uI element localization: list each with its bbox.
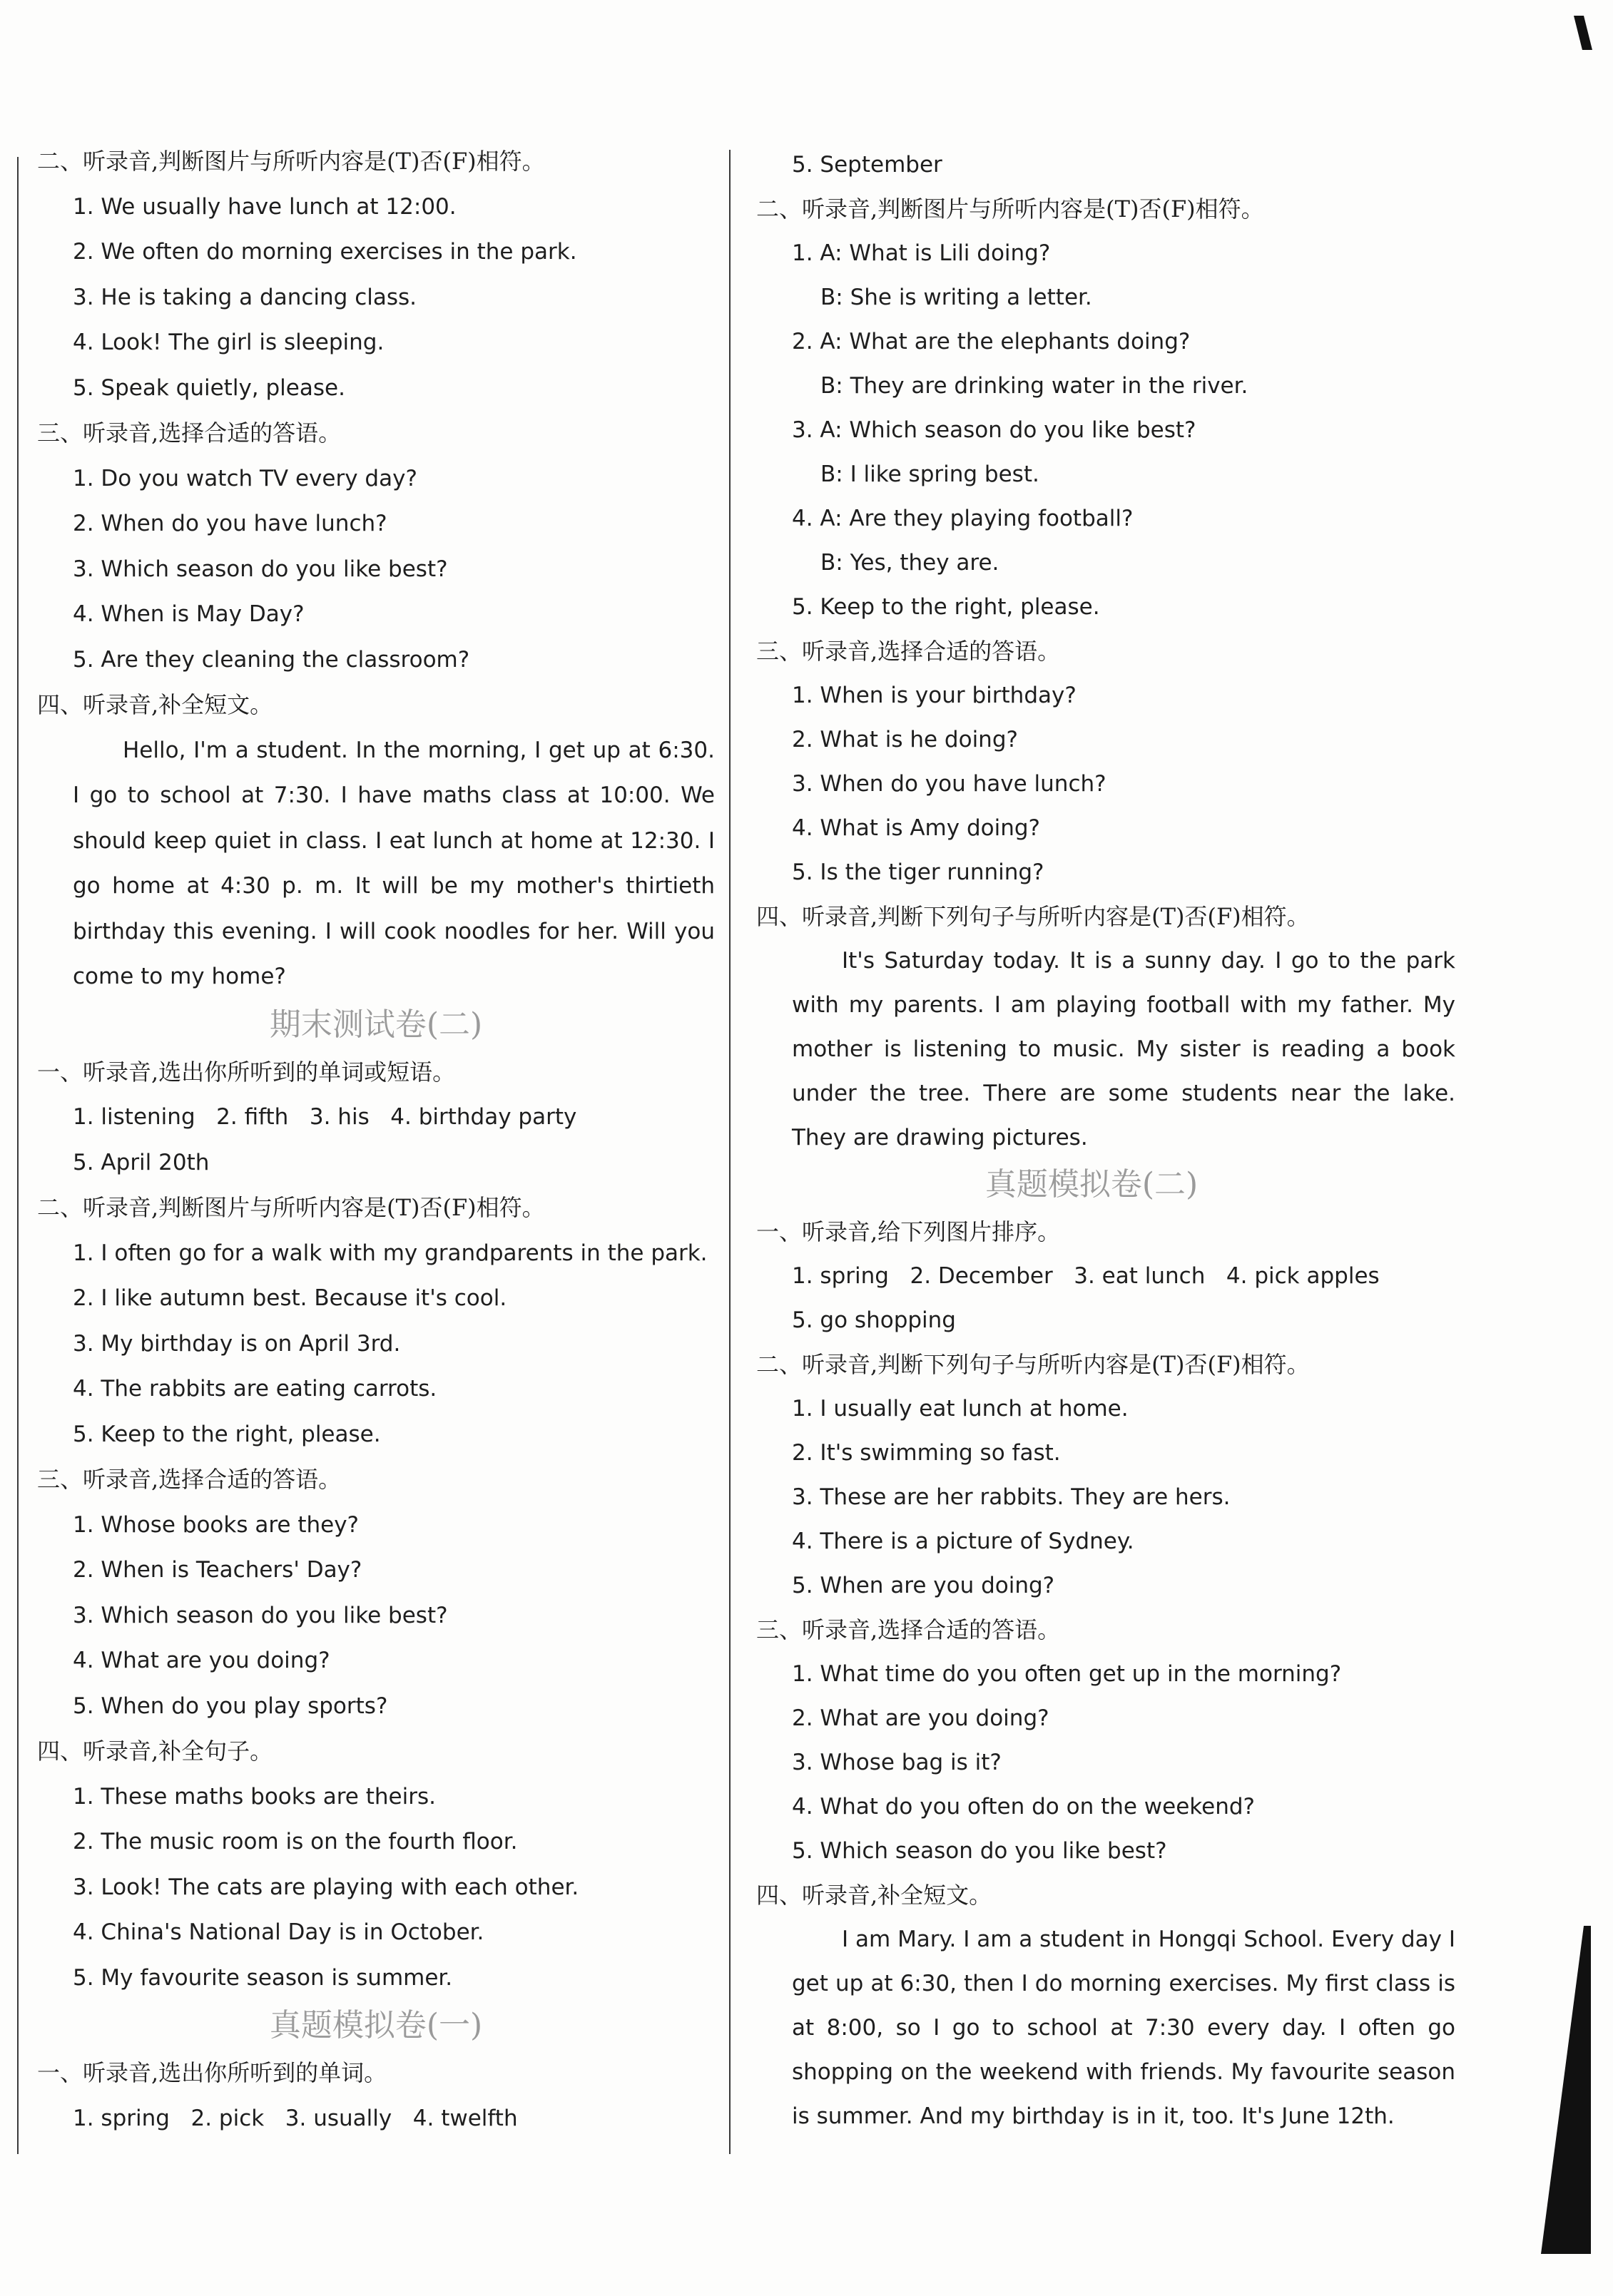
list-item: 3. Which season do you like best? [73, 1602, 448, 1628]
section-heading: 四、听录音,补全短文。 [37, 691, 273, 718]
list-item: 5. Keep to the right, please. [73, 1421, 381, 1447]
dialogue-line: B: Yes, they are. [820, 550, 999, 576]
left-column [37, 139, 715, 2141]
page-edge-shadow [1534, 1926, 1591, 2254]
list-item: 5. When do you play sports? [73, 1693, 388, 1719]
dialogue-line: B: She is writing a letter. [820, 285, 1092, 310]
section-heading: 三、听录音,选择合适的答语。 [756, 1616, 1061, 1643]
list-item: 1. When is your birthday? [792, 683, 1077, 708]
list-item: 2. The music room is on the fourth floor. [73, 1829, 518, 1854]
dialogue-line: 4. A: Are they playing football? [792, 506, 1134, 531]
list-item: 3. Whose bag is it? [792, 1750, 1002, 1775]
list-item: 3. When do you have lunch? [792, 771, 1106, 797]
section-heading: 二、听录音,判断图片与所听内容是(T)否(F)相符。 [37, 1194, 545, 1221]
dialogue-line: B: I like spring best. [820, 461, 1039, 487]
list-item: 2. What are you doing? [792, 1705, 1049, 1731]
list-item: 3. Look! The cats are playing with each other. [73, 1874, 579, 1900]
right-column [756, 143, 1455, 2138]
list-item: 5. When are you doing? [792, 1573, 1055, 1598]
word-list: 1. spring 2. December 3. eat lunch 4. pick apples [792, 1263, 1380, 1289]
list-item: 3. My birthday is on April 3rd. [73, 1330, 401, 1357]
section-heading: 三、听录音,选择合适的答语。 [37, 419, 342, 447]
list-item: 4. What are you doing? [73, 1648, 330, 1673]
list-item: 4. Look! The girl is sleeping. [73, 330, 385, 355]
exam-title: 真题模拟卷(一) [269, 2007, 483, 2044]
list-item: 4. China's National Day is in October. [73, 1919, 484, 1945]
list-item: 5. Is the tiger running? [792, 859, 1044, 885]
list-item: 3. He is taking a dancing class. [73, 284, 417, 310]
dialogue-line: 1. A: What is Lili doing? [792, 240, 1051, 266]
word-list: 1. spring 2. pick 3. usually 4. twelfth [73, 2105, 518, 2131]
passage: I am Mary. I am a student in Hongqi School. Every day I get up at 6:30, then I do morning exercises. My first class is at 8:00, so I go to school at 7:30 every day. I often go shopping on the weekend with friends. My favourite season is summer. And my birthday is in it, too. It's June 12th. [792, 1927, 1455, 2129]
list-item: 5. September [792, 152, 942, 178]
list-item: 2. I like autumn best. Because it's cool. [73, 1285, 507, 1311]
section-heading: 二、听录音,判断下列句子与所听内容是(T)否(F)相符。 [756, 1351, 1310, 1378]
exam-title: 真题模拟卷(二) [984, 1166, 1199, 1203]
left-margin-rule [17, 157, 19, 2154]
list-item: 4. The rabbits are eating carrots. [73, 1376, 437, 1402]
passage: Hello, I'm a student. In the morning, I get up at 6:30. I go to school at 7:30. I have maths class at 10:00. We should keep quiet in class. I eat lunch at home at 12:30. I go home at 4:30 p. m. It will be my mother's thirtieth birthday this evening. I will cook noodles for her. Will you come to my home? [73, 737, 715, 989]
section-heading: 三、听录音,选择合适的答语。 [756, 638, 1061, 665]
section-heading: 二、听录音,判断图片与所听内容是(T)否(F)相符。 [37, 148, 545, 175]
list-item: 5. My favourite season is summer. [73, 1964, 453, 1991]
passage: It's Saturday today. It is a sunny day. I go to the park with my parents. I am playing football with my father. My mother is listening to music. My sister is reading a book under the tree. There are some students near the lake. They are drawing pictures. [792, 948, 1455, 1150]
dialogue-line: 5. Keep to the right, please. [792, 594, 1100, 620]
word-list: 5. go shopping [792, 1307, 956, 1333]
section-heading: 一、听录音,选出你所听到的单词。 [37, 2059, 387, 2086]
section-heading: 四、听录音,判断下列句子与所听内容是(T)否(F)相符。 [756, 903, 1310, 930]
list-item: 1. These maths books are theirs. [73, 1783, 436, 1810]
section-heading: 四、听录音,补全短文。 [756, 1882, 992, 1909]
dialogue-line: 3. A: Which season do you like best? [792, 417, 1196, 443]
list-item: 4. What do you often do on the weekend? [792, 1794, 1256, 1820]
list-item: 4. When is May Day? [73, 601, 305, 627]
list-item: 1. I usually eat lunch at home. [792, 1396, 1129, 1422]
word-list: 1. listening 2. fifth 3. his 4. birthday party [73, 1104, 577, 1130]
section-heading: 一、听录音,选出你所听到的单词或短语。 [37, 1058, 456, 1086]
list-item: 1. Whose books are they? [73, 1511, 360, 1538]
list-item: 2. What is he doing? [792, 727, 1018, 752]
section-heading: 一、听录音,给下列图片排序。 [756, 1218, 1061, 1245]
exam-title: 期末测试卷(二) [269, 1006, 483, 1043]
list-item: 4. What is Amy doing? [792, 815, 1040, 841]
corner-mark [1574, 16, 1592, 50]
word-list: 5. April 20th [73, 1149, 210, 1175]
list-item: 1. We usually have lunch at 12:00. [73, 193, 457, 220]
section-heading: 三、听录音,选择合适的答语。 [37, 1466, 342, 1493]
list-item: 1. I often go for a walk with my grandparents in the park. [73, 1240, 708, 1266]
dialogue-line: 2. A: What are the elephants doing? [792, 329, 1191, 354]
section-heading: 四、听录音,补全句子。 [37, 1738, 273, 1765]
list-item: 5. Speak quietly, please. [73, 374, 345, 401]
list-item: 1. What time do you often get up in the morning? [792, 1661, 1342, 1687]
list-item: 4. There is a picture of Sydney. [792, 1529, 1134, 1554]
column-divider [729, 150, 731, 2154]
list-item: 2. When is Teachers' Day? [73, 1557, 362, 1583]
list-item: 2. We often do morning exercises in the park. [73, 239, 577, 265]
list-item: 3. These are her rabbits. They are hers. [792, 1484, 1231, 1510]
list-item: 2. It's swimming so fast. [792, 1440, 1061, 1466]
list-item: 1. Do you watch TV every day? [73, 465, 417, 491]
list-item: 3. Which season do you like best? [73, 556, 448, 582]
list-item: 5. Are they cleaning the classroom? [73, 646, 470, 673]
list-item: 2. When do you have lunch? [73, 511, 387, 536]
list-item: 5. Which season do you like best? [792, 1838, 1167, 1864]
section-heading: 二、听录音,判断图片与所听内容是(T)否(F)相符。 [756, 195, 1264, 223]
dialogue-line: B: They are drinking water in the river. [820, 373, 1248, 399]
